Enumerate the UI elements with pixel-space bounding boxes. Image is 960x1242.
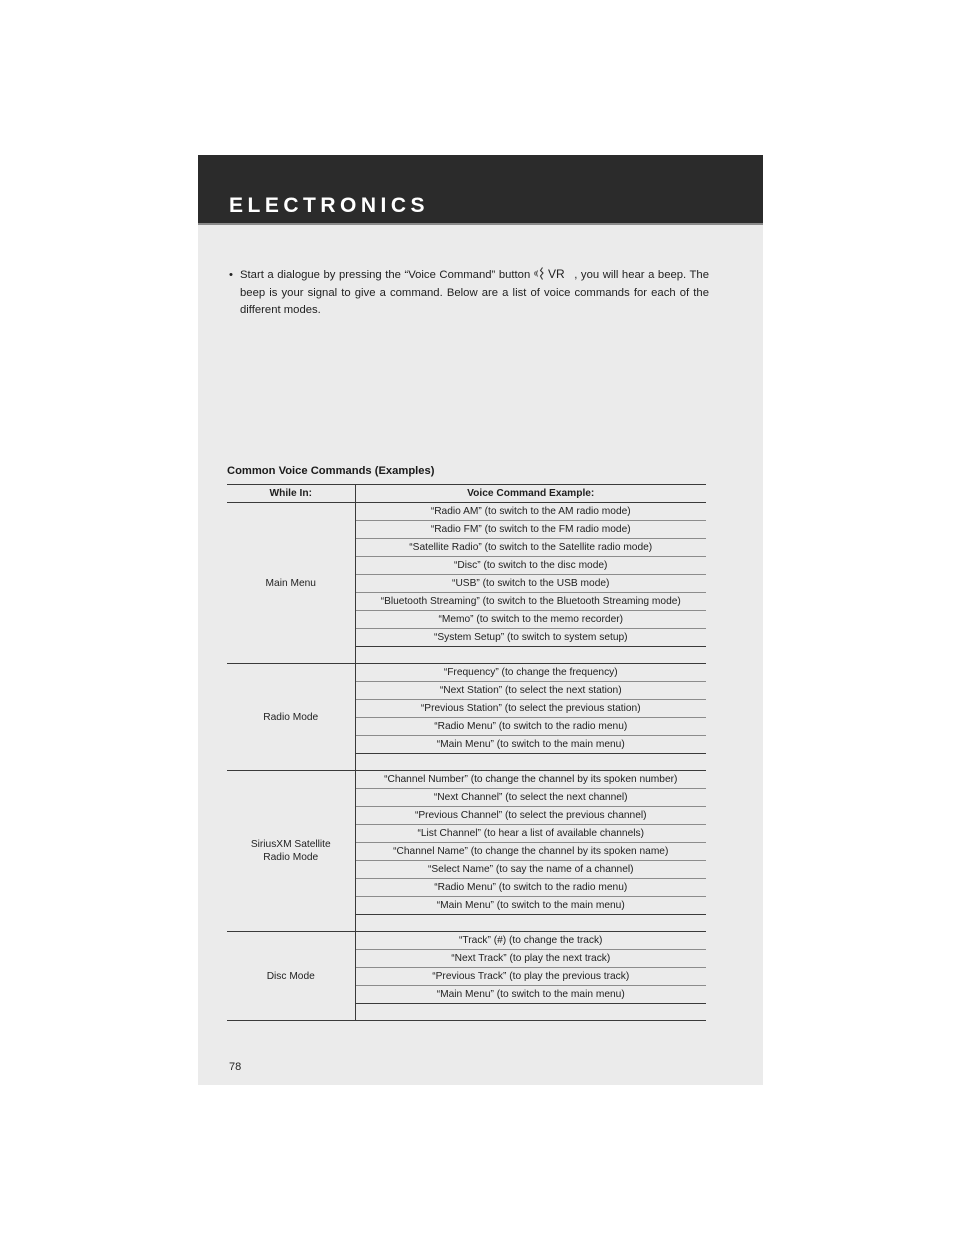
intro-paragraph (229, 267, 709, 320)
command-cell: “Memo” (to switch to the memo recorder) (355, 611, 706, 629)
spacer-cell (355, 647, 706, 664)
table-row (227, 503, 706, 521)
intro-text (229, 267, 709, 320)
table-row (227, 664, 706, 682)
mode-siriusxm-line2: Radio Mode (263, 852, 319, 863)
voice-commands-table (227, 484, 706, 1021)
spacer-cell (355, 754, 706, 771)
command-cell: “Next Track” (to play the next track) (355, 950, 706, 968)
command-cell: “Next Station” (to select the next station) (355, 682, 706, 700)
intro-text-after-icon: , you will hear a beep. The beep is your signal to give a command. Below are a list of voice commands for each of the different modes. (240, 269, 709, 317)
command-cell: “Previous Channel” (to select the previous channel) (355, 807, 706, 825)
spacer-cell (355, 1004, 706, 1021)
intro-text-before-icon: Start a dialogue by pressing the “Voice Command” button (240, 269, 531, 281)
header-voice-command: Voice Command Example: (355, 485, 706, 503)
mode-siriusxm-line1: SiriusXM Satellite (250, 839, 331, 850)
command-cell: “System Setup” (to switch to system setup) (355, 629, 706, 647)
command-cell: “Main Menu” (to switch to the main menu) (355, 897, 706, 915)
command-cell: “List Channel” (to hear a list of available channels) (355, 825, 706, 843)
command-cell: “Frequency” (to change the frequency) (355, 664, 706, 682)
command-cell: “Satellite Radio” (to switch to the Satellite radio mode) (355, 539, 706, 557)
header-rule (198, 223, 763, 225)
mode-radio: Radio Mode (227, 664, 355, 771)
command-cell: “Main Menu” (to switch to the main menu) (355, 736, 706, 754)
mode-main-menu: Main Menu (227, 503, 355, 664)
command-cell: “Disc” (to switch to the disc mode) (355, 557, 706, 575)
mode-disc: Disc Mode (227, 932, 355, 1021)
voice-command-vr-icon (534, 267, 570, 280)
command-cell: “Radio AM” (to switch to the AM radio mode) (355, 503, 706, 521)
command-cell: “Track” (#) (to change the track) (355, 932, 706, 950)
table-row (227, 932, 706, 950)
spacer-cell (355, 915, 706, 932)
voice-command-icon-label: VR (548, 267, 565, 280)
mode-siriusxm (227, 771, 355, 932)
table-caption: Common Voice Commands (Examples) (227, 465, 435, 477)
table-row (227, 771, 706, 789)
command-cell: “Radio FM” (to switch to the FM radio mode) (355, 521, 706, 539)
section-title: ELECTRONICS (229, 194, 430, 217)
command-cell: “Select Name” (to say the name of a channel) (355, 861, 706, 879)
command-cell: “Previous Track” (to play the previous track) (355, 968, 706, 986)
command-cell: “Channel Name” (to change the channel by its spoken name) (355, 843, 706, 861)
bullet: • (229, 269, 233, 281)
command-cell: “Next Channel” (to select the next channel) (355, 789, 706, 807)
command-cell: “Main Menu” (to switch to the main menu) (355, 986, 706, 1004)
command-cell: “Previous Station” (to select the previous station) (355, 700, 706, 718)
command-cell: “Bluetooth Streaming” (to switch to the Bluetooth Streaming mode) (355, 593, 706, 611)
page-number: 78 (229, 1061, 242, 1073)
command-cell: “USB” (to switch to the USB mode) (355, 575, 706, 593)
table-header-row (227, 485, 706, 503)
header-while-in: While In: (227, 485, 355, 503)
command-cell: “Channel Number” (to change the channel by its spoken number) (355, 771, 706, 789)
command-cell: “Radio Menu” (to switch to the radio menu) (355, 718, 706, 736)
command-cell: “Radio Menu” (to switch to the radio menu) (355, 879, 706, 897)
